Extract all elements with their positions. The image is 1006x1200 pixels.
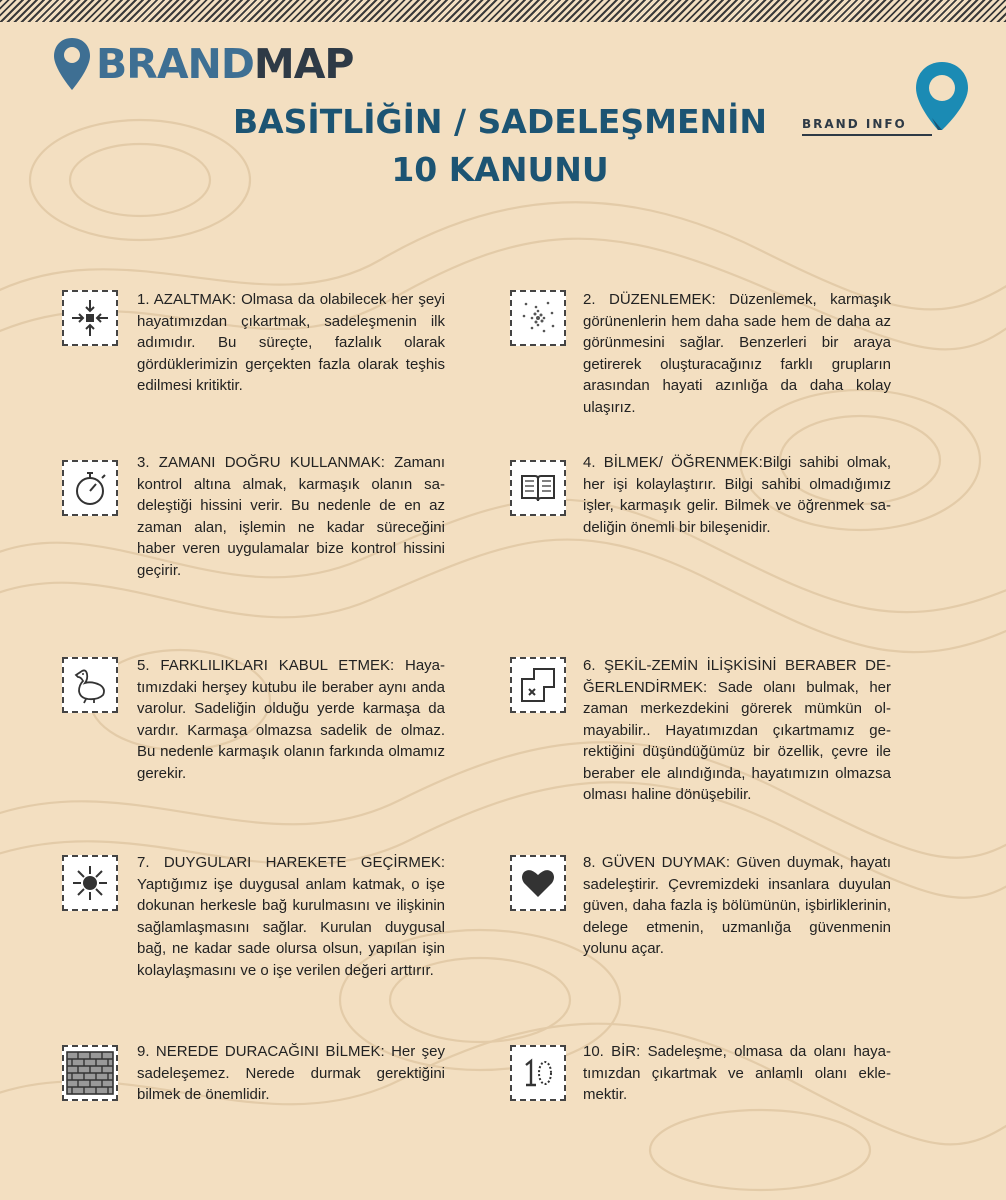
page-title-line2: 10 KANUNU (391, 150, 609, 189)
law-6-text: 6. ŞEKİL-ZEMİN İLİŞKİSİNİ BERABER DEĞERLENDİRMEK: Sade olanı bulmak, her zaman merkezdekini görerek mümkün olmayabilir.. Hayatımızdan çıkartmamız gerektiğini düşündüğümüz bir özellik, çevre ile beraber ele alındığında, hayatımızın olmazsa olması haline dönüşebilir. (583, 657, 891, 803)
law-4-text: 4. BİLMEK/ ÖĞRENMEK:Bilgi sahibi olmak, her işi kolaylaştırır. Bilgi sahibi olmadığımız işler, karmaşık gelir. Bilmek ve öğrenmek sadeliğin önemli bir bileşenidir. (583, 454, 891, 536)
map-pin-icon (52, 36, 92, 92)
law-2-text: 2. DÜZENLEMEK: Düzenlemek, karmaşık görünenlerin hem daha sade hem de daha az görünmesini sağlar. Benzerleri bir araya getirerek oluşturacağınız farklı grupların arasından hayati azınlığa da daha kolay ulaşırız. (583, 291, 891, 416)
law-1-text: 1. AZALTMAK: Olmasa da olabilecek her şeyi hayatımızdan çıkartmak, sadeleşmenin ilk adımıdır. Bu süreçte, fazlalık olarak gördüklerimizin gerçekten fazla olarak teşhis edilmesi kritiktir. (137, 291, 445, 394)
one-zero-icon (510, 1045, 566, 1101)
floor-plan-icon (510, 657, 566, 713)
page-title-line1: BASİTLİĞİN / SADELEŞMENİN (232, 102, 768, 141)
duck-icon (62, 657, 118, 713)
top-stripe (0, 0, 1006, 22)
logo-brand-text: BRAND (96, 40, 254, 88)
law-5-text: 5. FARKLILIKLARI KABUL ETMEK: Hayatımızdaki herşey kutubu ile beraber aynı anda varolur. Sadeliğin olduğu yerde karmaşa da vardır. Karmaşa olmazsa sadelik de olmaz. Bu nedenle karmaşık olanın farkında olmamız gerekir. (137, 657, 445, 782)
brand-info-underline (802, 134, 932, 136)
open-book-icon (510, 460, 566, 516)
law-7-text: 7. DUYGULARI HAREKETE GEÇİRMEK: Yaptığımız işe duygusal anlam katmak, o işe dokunan herkesle bağ kurulmasını ve ilişkinin sağlamlaşmasını sağlar. Kurulan duygusal bağ, ne kadar sade olursa olsun, yapılan işin kolaylaşmasını ve o işe verilen değeri arttırır. (137, 854, 445, 979)
law-10-text: 10. BİR: Sadeleşme, olmasa da olanı hayatımızdan çıkartmak ve anlamlı olanı eklemektir. (583, 1043, 891, 1103)
compress-arrows-icon (62, 290, 118, 346)
law-8-text: 8. GÜVEN DUYMAK: Güven duymak, hayatı sadeleştirir. Çevremizdeki insanlara duyulan güven, daha fazla iş bölümünün, işbirliklerinin, delege etmenin, uzmanlığa güvenmenin yolunu açar. (583, 854, 891, 957)
location-pin-icon (912, 58, 972, 134)
law-3-text: 3. ZAMANI DOĞRU KULLANMAK: Zamanı kontrol altına almak, karmaşık olanın sadeleştiği hissini verir. Bu nedenle de en az zaman alan, işlemin ne kadar süreceğini haber veren uygulamalar bize kontrol hissini geçirir. (137, 454, 445, 579)
brand-info-label: BRAND INFO (802, 117, 907, 131)
law-9-text: 9. NEREDE DURACAĞINI BİLMEK: Her şey sadeleşemez. Nerede durmak gerektiğini bilmek de önemlidir. (137, 1043, 445, 1103)
brick-wall-icon (62, 1045, 118, 1101)
logo-map-text: MAP (253, 40, 354, 88)
heart-icon (510, 855, 566, 911)
burst-icon (62, 855, 118, 911)
scatter-dots-icon (510, 290, 566, 346)
brandmap-logo (52, 36, 354, 92)
stopwatch-icon (62, 460, 118, 516)
